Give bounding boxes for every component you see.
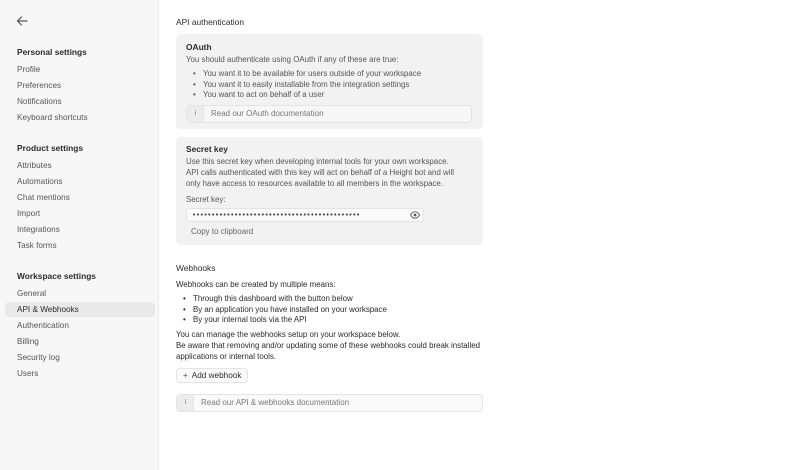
section-title-personal: Personal settings: [17, 47, 87, 57]
oauth-card: [176, 34, 483, 129]
sidebar-item-notifications[interactable]: Notifications: [17, 97, 62, 106]
sidebar-item-authentication[interactable]: Authentication: [17, 321, 69, 330]
webhooks-docs-label: Read our API & webhooks documentation: [201, 398, 350, 407]
list-item: • You want it to be available for users outside of your workspace: [193, 69, 421, 80]
eye-icon[interactable]: [410, 211, 420, 219]
webhooks-manage-line-3: applications or internal tools.: [176, 352, 277, 361]
sidebar-item-profile[interactable]: Profile: [17, 65, 41, 74]
back-arrow-icon[interactable]: [15, 14, 29, 28]
sidebar-item-integrations[interactable]: Integrations: [17, 225, 60, 234]
add-webhook-label: Add webhook: [191, 371, 242, 380]
add-webhook-button[interactable]: [176, 368, 248, 383]
info-icon: i: [187, 106, 204, 122]
secret-key-value: ••••••••••••••••••••••••••••••••••••••••••••: [192, 211, 360, 219]
secret-key-title: Secret key: [186, 144, 228, 154]
secret-key-card: [176, 137, 483, 245]
page-title: API authentication: [176, 17, 244, 27]
sidebar-item-automations[interactable]: Automations: [17, 177, 63, 186]
list-item: • You want it to easily installable from the integration settings: [193, 80, 421, 91]
sidebar-item-api-webhooks[interactable]: API & Webhooks: [5, 302, 155, 317]
settings-sidebar: [0, 0, 159, 470]
sidebar-item-security-log[interactable]: Security log: [17, 353, 60, 362]
oauth-docs-link[interactable]: [186, 105, 472, 123]
sidebar-item-billing[interactable]: Billing: [17, 337, 39, 346]
list-item: • By your internal tools via the API: [183, 315, 387, 326]
section-title-workspace: Workspace settings: [17, 271, 96, 281]
secret-key-line-1: Use this secret key when developing internal tools for your own workspace.: [186, 157, 449, 166]
secret-key-label: Secret key:: [186, 195, 226, 204]
oauth-docs-label: Read our OAuth documentation: [211, 109, 324, 118]
plus-icon: +: [183, 371, 188, 380]
sidebar-item-keyboard-shortcuts[interactable]: Keyboard shortcuts: [17, 113, 88, 122]
oauth-bullets: [193, 69, 421, 101]
webhooks-title: Webhooks: [176, 263, 216, 273]
copy-to-clipboard-button[interactable]: Copy to clipboard: [191, 227, 254, 236]
secret-key-line-3: only have access to resources available to all members in the workspace.: [186, 179, 444, 188]
sidebar-item-general[interactable]: General: [17, 289, 47, 298]
secret-key-line-2: API calls authenticated with this key will act on behalf of a Height bot and will: [186, 168, 454, 177]
oauth-intro: You should authenticate using OAuth if any of these are true:: [186, 55, 399, 64]
secret-key-field[interactable]: [186, 208, 424, 222]
sidebar-item-attributes[interactable]: Attributes: [17, 161, 52, 170]
section-title-product: Product settings: [17, 143, 84, 153]
list-item: • Through this dashboard with the button below: [183, 294, 387, 305]
webhooks-docs-link[interactable]: [176, 394, 483, 412]
webhooks-manage-line-2: Be aware that removing and/or updating some of these webhooks could break installed: [176, 341, 480, 350]
sidebar-item-chat-mentions[interactable]: Chat mentions: [17, 193, 70, 202]
sidebar-item-task-forms[interactable]: Task forms: [17, 241, 57, 250]
webhooks-manage-line-1: You can manage the webhooks setup on your workspace below.: [176, 330, 401, 339]
list-item: • By an application you have installed on your workspace: [183, 305, 387, 316]
sidebar-item-users[interactable]: Users: [17, 369, 39, 378]
oauth-title: OAuth: [186, 42, 212, 52]
list-item: • You want to act on behalf of a user: [193, 90, 421, 101]
sidebar-item-preferences[interactable]: Preferences: [17, 81, 62, 90]
webhooks-bullets: [183, 294, 387, 326]
sidebar-item-import[interactable]: Import: [17, 209, 41, 218]
webhooks-intro: Webhooks can be created by multiple means:: [176, 280, 336, 289]
info-icon: i: [177, 395, 194, 411]
